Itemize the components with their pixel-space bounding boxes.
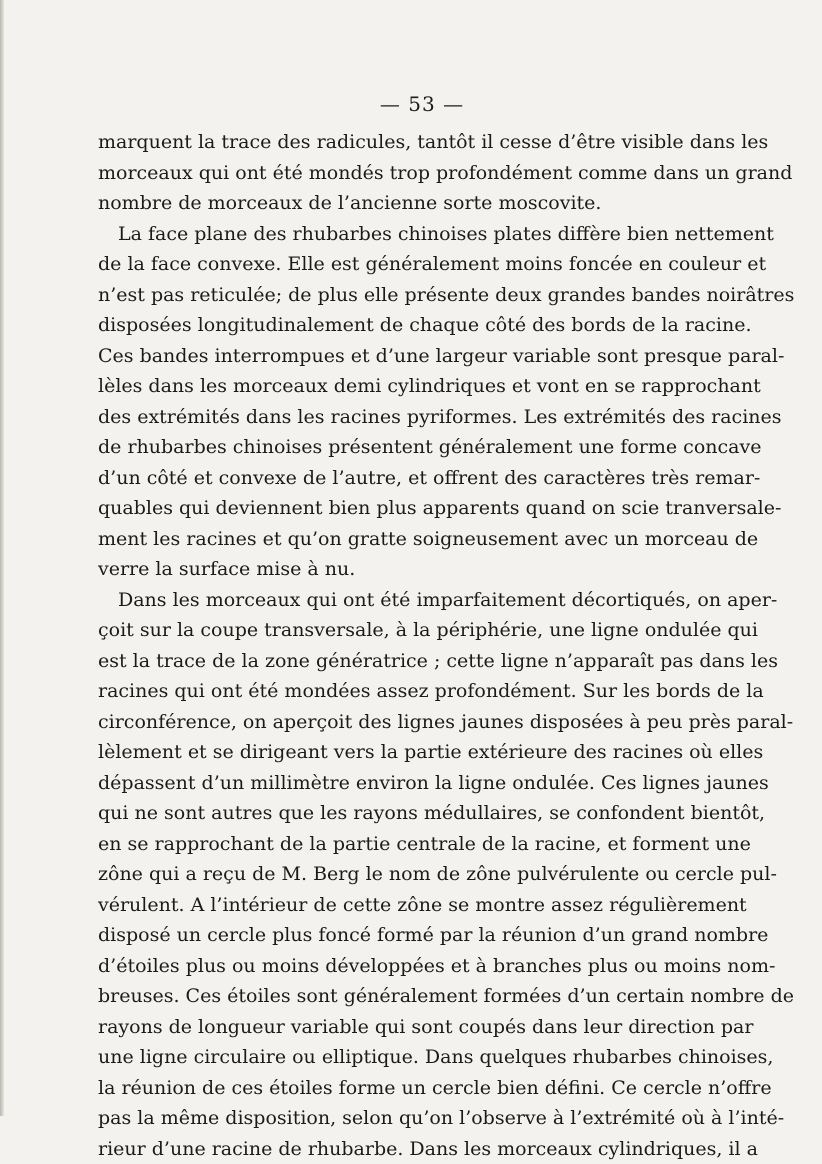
- text-line: pas la même disposition, selon qu’on l’observe à l’extrémité où à l’inté-: [98, 1103, 711, 1134]
- text-line: rayons de longueur variable qui sont coupés dans leur direction par: [98, 1012, 711, 1043]
- body-text: [98, 127, 711, 1164]
- text-line: vérulent. A l’intérieur de cette zône se montre assez régulièrement: [98, 890, 711, 921]
- paragraph-start-line: Dans les morceaux qui ont été imparfaitement décortiqués, on aper-: [98, 585, 711, 616]
- page-number: — 53 —: [22, 92, 822, 116]
- text-line: des extrémités dans les racines pyriformes. Les extrémités des racines: [98, 402, 711, 433]
- paragraph-start-line: La face plane des rhubarbes chinoises plates diffère bien nettement: [98, 219, 711, 250]
- text-line: çoit sur la coupe transversale, à la périphérie, une ligne ondulée qui: [98, 615, 711, 646]
- text-line: de la face convexe. Elle est généralement moins foncée en couleur et: [98, 249, 711, 280]
- text-line: morceaux qui ont été mondés trop profondément comme dans un grand: [98, 158, 711, 189]
- text-line: marquent la trace des radicules, tantôt il cesse d’être visible dans les: [98, 127, 711, 158]
- text-line: quables qui deviennent bien plus apparents quand on scie tranversale-: [98, 493, 711, 524]
- text-line: n’est pas reticulée; de plus elle présente deux grandes bandes noirâtres: [98, 280, 711, 311]
- text-line: qui ne sont autres que les rayons médullaires, se confondent bientôt,: [98, 798, 711, 829]
- text-line: de rhubarbes chinoises présentent généralement une forme concave: [98, 432, 711, 463]
- text-line: est la trace de la zone génératrice ; cette ligne n’apparaît pas dans les: [98, 646, 711, 677]
- page-edge-shadow: [0, 0, 4, 1116]
- text-line: ment les racines et qu’on gratte soigneusement avec un morceau de: [98, 524, 711, 555]
- text-line: en se rapprochant de la partie centrale de la racine, et forment une: [98, 829, 711, 860]
- text-line: nombre de morceaux de l’ancienne sorte moscovite.: [98, 188, 711, 219]
- text-line: dépassent d’un millimètre environ la ligne ondulée. Ces lignes jaunes: [98, 768, 711, 799]
- text-line: la réunion de ces étoiles forme un cercle bien défini. Ce cercle n’offre: [98, 1073, 711, 1104]
- text-line: zône qui a reçu de M. Berg le nom de zône pulvérulente ou cercle pul-: [98, 859, 711, 890]
- text-line: d’étoiles plus ou moins développées et à branches plus ou moins nom-: [98, 951, 711, 982]
- text-line: verre la surface mise à nu.: [98, 554, 711, 585]
- text-line: breuses. Ces étoiles sont généralement formées d’un certain nombre de: [98, 981, 711, 1012]
- text-line: d’un côté et convexe de l’autre, et offrent des caractères très remar-: [98, 463, 711, 494]
- text-line: lèles dans les morceaux demi cylindriques et vont en se rapprochant: [98, 371, 711, 402]
- text-line: racines qui ont été mondées assez profondément. Sur les bords de la: [98, 676, 711, 707]
- text-line: disposé un cercle plus foncé formé par la réunion d’un grand nombre: [98, 920, 711, 951]
- text-line: circonférence, on aperçoit des lignes jaunes disposées à peu près paral-: [98, 707, 711, 738]
- text-line: lèlement et se dirigeant vers la partie extérieure des racines où elles: [98, 737, 711, 768]
- text-line: Ces bandes interrompues et d’une largeur variable sont presque paral-: [98, 341, 711, 372]
- text-line: disposées longitudinalement de chaque côté des bords de la racine.: [98, 310, 711, 341]
- text-line: une ligne circulaire ou elliptique. Dans quelques rhubarbes chinoises,: [98, 1042, 711, 1073]
- text-line: rieur d’une racine de rhubarbe. Dans les morceaux cylindriques, il a: [98, 1134, 711, 1164]
